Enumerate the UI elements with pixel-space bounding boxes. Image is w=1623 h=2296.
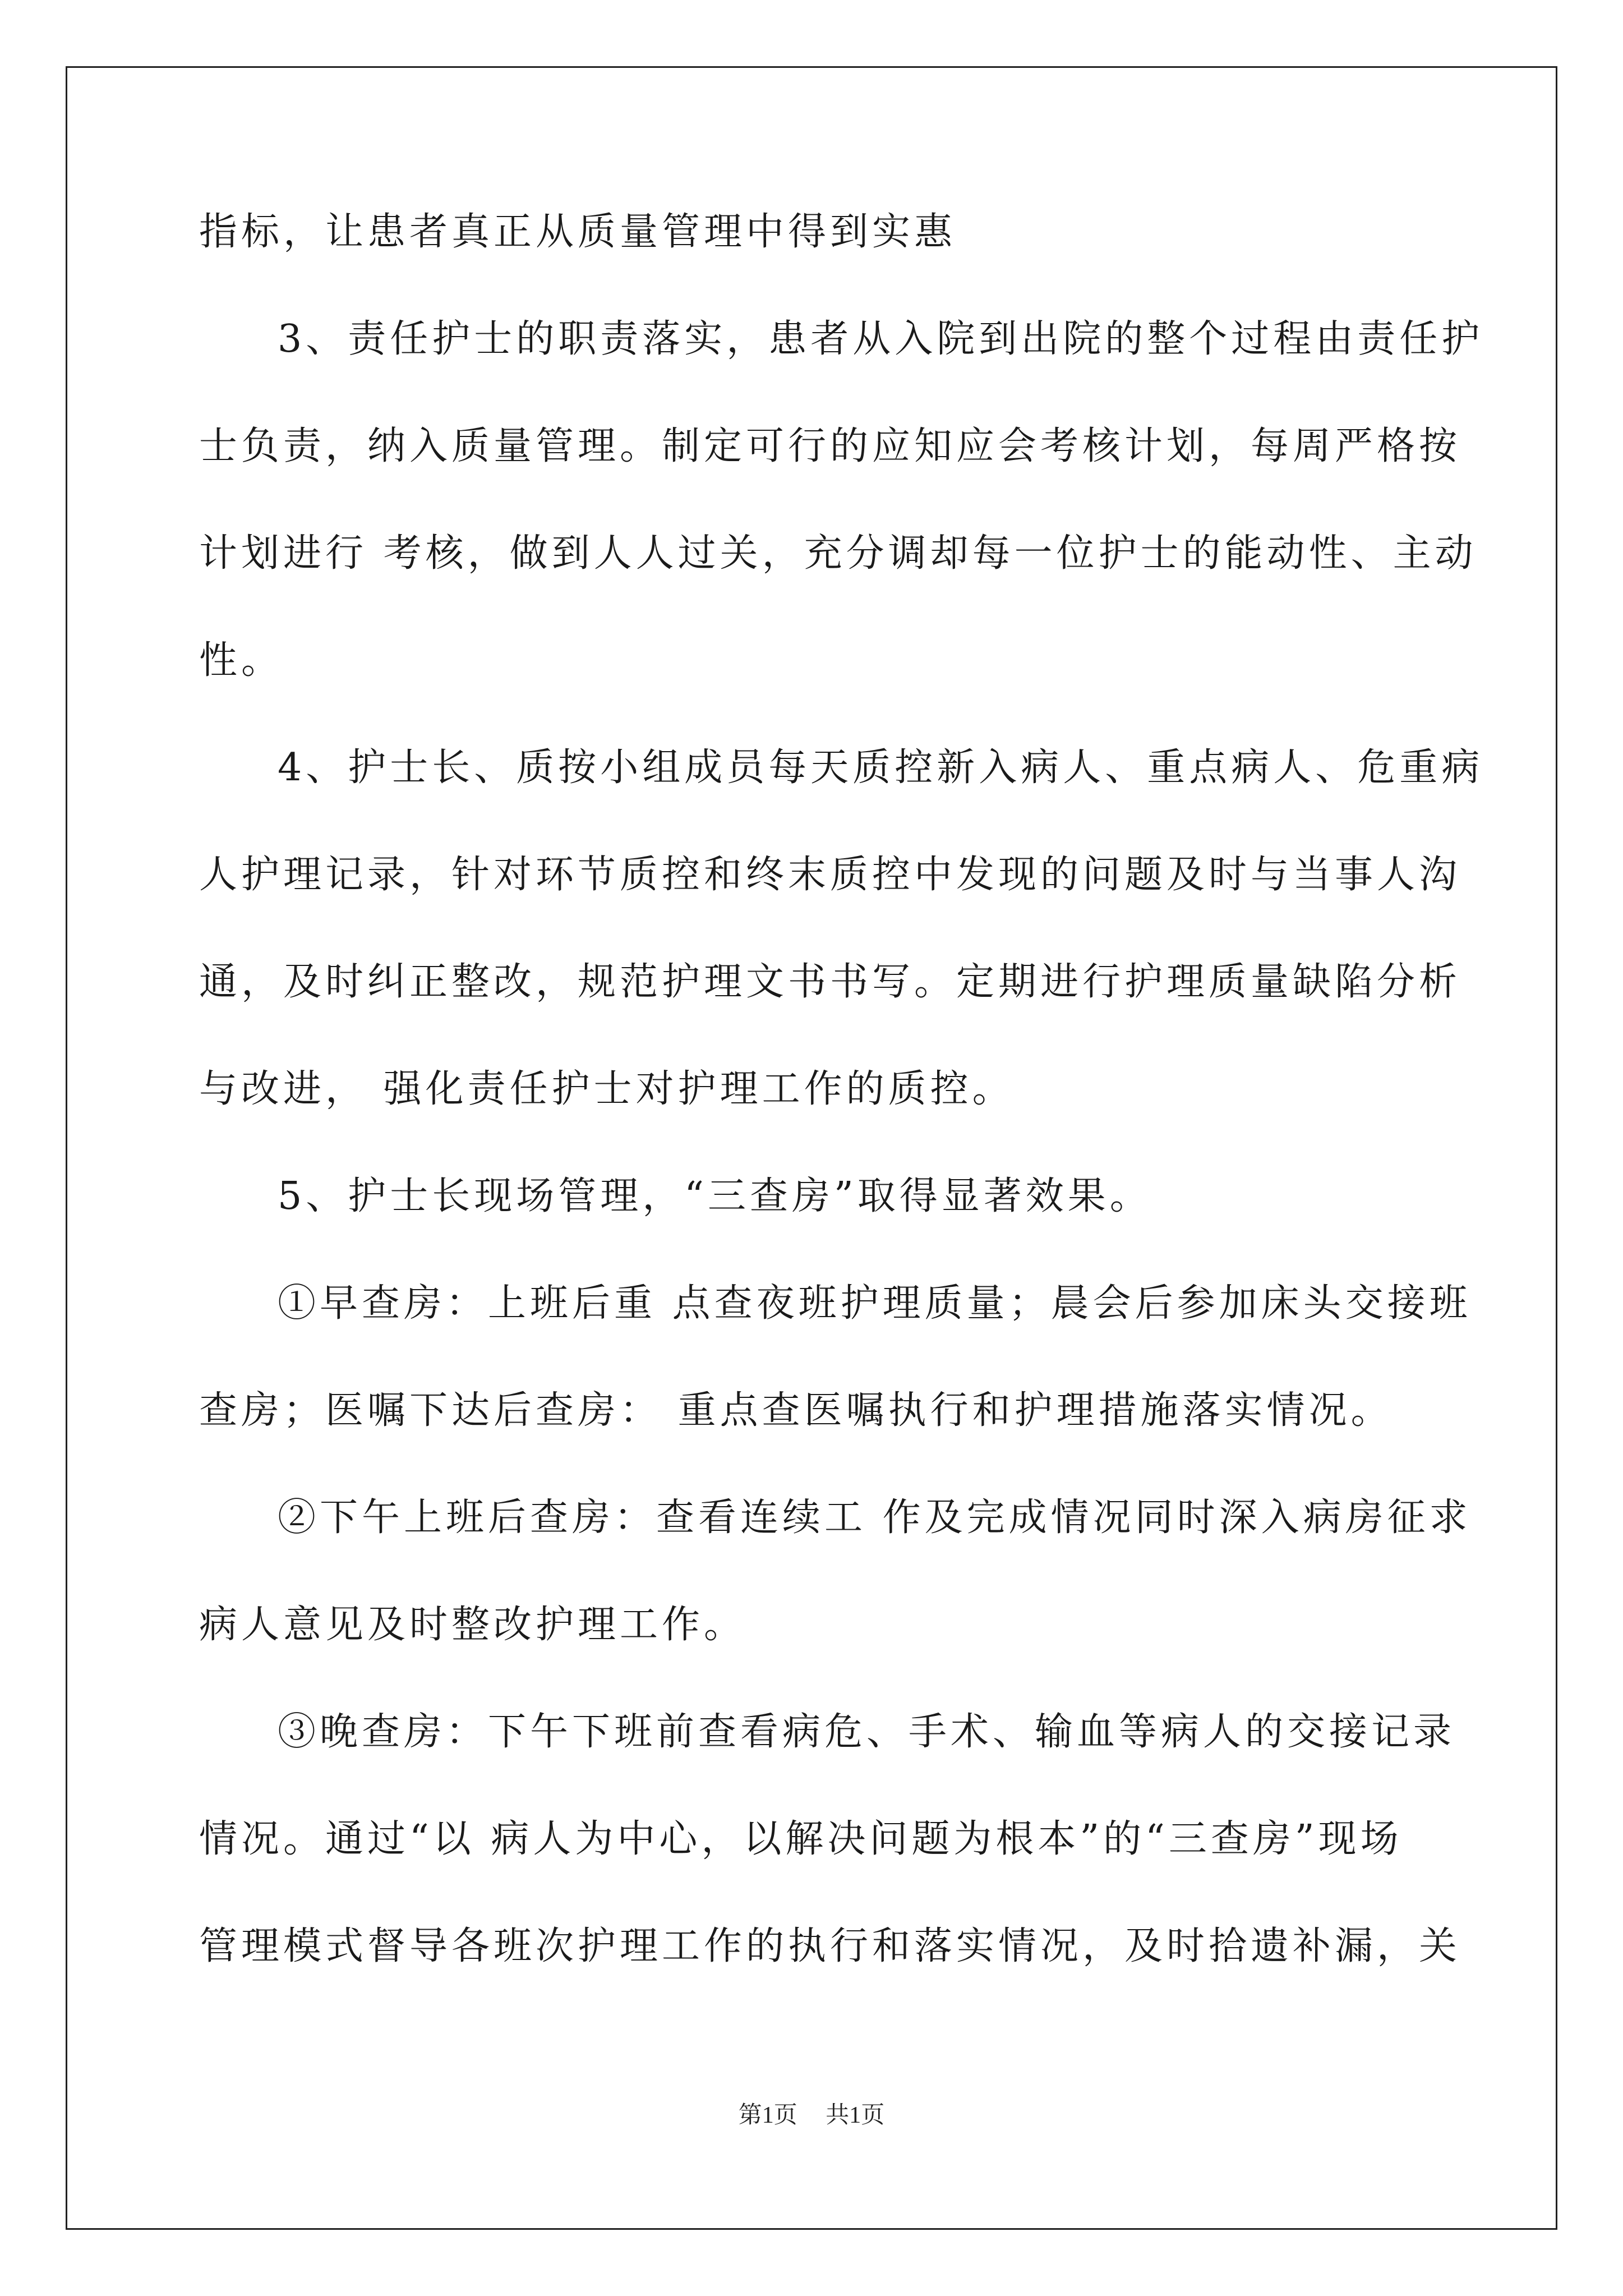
paragraph-line: 士负责，纳入质量管理。制定可行的应知应会考核计划，每周严格按 xyxy=(199,424,1461,468)
paragraph-line: 性。 xyxy=(199,638,284,683)
paragraph-line: 情况。通过“以 病人为中心，以解决问题为根本”的“三查房”现场 xyxy=(199,1817,1403,1861)
paragraph-line: ③晚查房：下午下班前查看病危、手术、输血等病人的交接记录 xyxy=(278,1710,1456,1754)
paragraph-line: ②下午上班后查房：查看连续工 作及完成情况同时深入病房征求 xyxy=(278,1496,1472,1540)
page-number-current: 第1页 xyxy=(738,2102,797,2128)
paragraph-line: ①早查房：上班后重 点查夜班护理质量；晨会后参加床头交接班 xyxy=(278,1281,1472,1326)
paragraph-line: 查房；医嘱下达后查房： 重点查医嘱执行和护理措施落实情况。 xyxy=(199,1388,1393,1433)
document-body xyxy=(199,210,1484,2035)
paragraph-line: 病人意见及时整改护理工作。 xyxy=(199,1603,746,1647)
paragraph-line: 管理模式督导各班次护理工作的执行和落实情况，及时拾遗补漏，关 xyxy=(199,1924,1461,1968)
paragraph-line: 5、护士长现场管理，“三查房”取得显著效果。 xyxy=(278,1174,1152,1218)
paragraph-line: 人护理记录，针对环节质控和终末质控中发现的问题及时与当事人沟 xyxy=(199,853,1461,897)
page-number-total: 共1页 xyxy=(826,2102,885,2128)
paragraph-line: 与改进， 强化责任护士对护理工作的质控。 xyxy=(199,1067,1015,1111)
page-footer xyxy=(0,2104,1623,2127)
paragraph-line: 3、责任护士的职责落实，患者从入院到出院的整个过程由责任护 xyxy=(278,317,1484,361)
paragraph-line: 计划进行 考核，做到人人过关，充分调却每一位护士的能动性、主动 xyxy=(199,531,1477,576)
paragraph-line: 指标，让患者真正从质量管理中得到实惠 xyxy=(199,210,957,254)
paragraph-line: 通，及时纠正整改，规范护理文书书写。定期进行护理质量缺陷分析 xyxy=(199,960,1461,1004)
paragraph-line: 4、护士长、质按小组成员每天质控新入病人、重点病人、危重病 xyxy=(278,746,1484,790)
